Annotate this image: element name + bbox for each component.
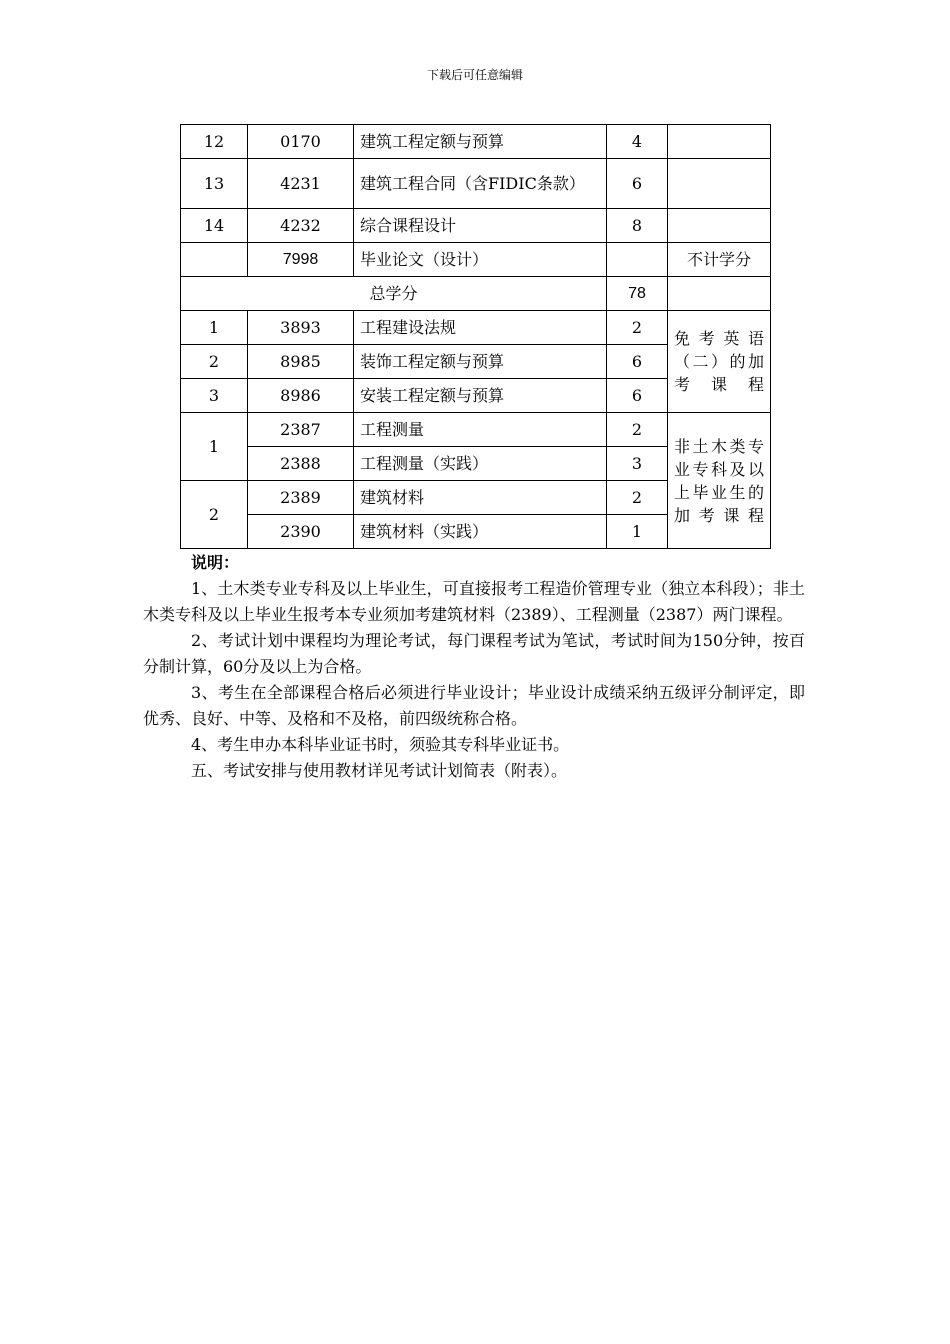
course-code: 7998: [248, 243, 354, 277]
course-credit: 6: [607, 159, 668, 209]
course-code: 8986: [248, 379, 354, 413]
course-credit: 4: [607, 125, 668, 159]
course-credit: 8: [607, 209, 668, 243]
course-no: 2: [181, 345, 248, 379]
course-name: 工程测量: [354, 413, 607, 447]
course-no: 12: [181, 125, 248, 159]
total-note: [668, 277, 771, 311]
note-paragraph: 1、土木类专业专科及以上毕业生，可直接报考工程造价管理专业（独立本科段）；非土木类专科及以上毕业生报考本专业须加考建筑材料（2389）、工程测量（2387）两门课程。: [143, 579, 805, 624]
course-name: 建筑材料: [354, 481, 607, 515]
course-code: 4232: [248, 209, 354, 243]
course-code: 2390: [248, 515, 354, 549]
course-note: [668, 209, 771, 243]
extra-a-note: 免考英语（二）的加考课程: [668, 311, 771, 413]
course-table: [180, 124, 771, 549]
note-paragraph: 五、考试安排与使用教材详见考试计划简表（附表）。: [191, 761, 568, 780]
table-row: [181, 209, 771, 243]
note-paragraph: 2、考试计划中课程均为理论考试，每门课程考试为笔试，考试时间为150分钟，按百分制计算，60分及以上为合格。: [143, 631, 805, 676]
table-row: [181, 243, 771, 277]
course-no: 3: [181, 379, 248, 413]
course-credit: 1: [607, 515, 668, 549]
course-credit: 6: [607, 345, 668, 379]
course-code: 8985: [248, 345, 354, 379]
course-name: 建筑工程定额与预算: [354, 125, 607, 159]
course-name: 工程建设法规: [354, 311, 607, 345]
course-note: 不计学分: [668, 243, 771, 277]
course-code: 2387: [248, 413, 354, 447]
course-credit: 6: [607, 379, 668, 413]
page-header: 下载后可任意编辑: [426, 68, 523, 82]
total-credit: 78: [607, 277, 668, 311]
course-credit: 3: [607, 447, 668, 481]
course-no: [181, 243, 248, 277]
course-code: 4231: [248, 159, 354, 209]
course-code: 2389: [248, 481, 354, 515]
table-row: [181, 311, 771, 345]
course-note: [668, 125, 771, 159]
course-name: 毕业论文（设计）: [354, 243, 607, 277]
total-row: [181, 277, 771, 311]
total-label: 总学分: [181, 277, 607, 311]
course-name: 装饰工程定额与预算: [354, 345, 607, 379]
course-note: [668, 159, 771, 209]
course-name: 综合课程设计: [354, 209, 607, 243]
table-row: [181, 159, 771, 209]
note-paragraph: 3、考生在全部课程合格后必须进行毕业设计；毕业设计成绩采纳五级评分制评定，即优秀、良好、中等、及格和不及格，前四级统称合格。: [143, 683, 805, 728]
table-row: [181, 413, 771, 447]
course-group-no: 2: [181, 481, 248, 549]
extra-b-note: 非土木类专业专科及以上毕业生的加考课程: [668, 413, 771, 549]
course-no: 1: [181, 311, 248, 345]
course-name: 安装工程定额与预算: [354, 379, 607, 413]
notes-section: [143, 550, 805, 784]
table-row: [181, 125, 771, 159]
course-code: 3893: [248, 311, 354, 345]
course-credit: 2: [607, 413, 668, 447]
course-name: 建筑材料（实践）: [354, 515, 607, 549]
course-code: 2388: [248, 447, 354, 481]
course-no: 13: [181, 159, 248, 209]
course-credit: 2: [607, 311, 668, 345]
note-paragraph: 4、考生申办本科毕业证书时，须验其专科毕业证书。: [191, 735, 570, 754]
course-name: 工程测量（实践）: [354, 447, 607, 481]
course-group-no: 1: [181, 413, 248, 481]
course-code: 0170: [248, 125, 354, 159]
course-credit: 2: [607, 481, 668, 515]
course-credit: [607, 243, 668, 277]
course-no: 14: [181, 209, 248, 243]
notes-title: 说明：: [191, 553, 240, 572]
course-name: 建筑工程合同（含FIDIC条款）: [354, 159, 607, 209]
